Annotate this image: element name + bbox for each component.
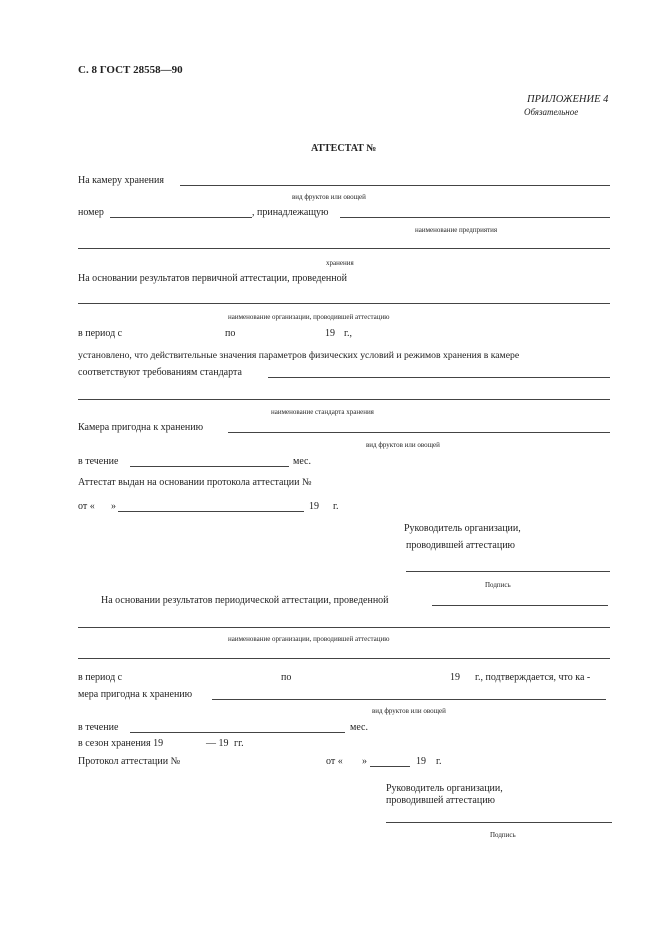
periodic-months-field[interactable] bbox=[130, 732, 345, 733]
periodic-fruit-caption: вид фруктов или овощей bbox=[372, 707, 446, 715]
periodic-fruit-field[interactable] bbox=[212, 699, 606, 700]
issue-year-g: г. bbox=[333, 501, 339, 512]
form-title: АТТЕСТАТ № bbox=[311, 143, 377, 154]
signature1-title-line1: Руководитель организации, bbox=[404, 523, 521, 534]
enterprise-caption: наименование предприятия bbox=[415, 226, 498, 234]
protocol-label: Протокол аттестации № bbox=[78, 756, 181, 767]
signature2-title-line2: проводившей аттестацию bbox=[386, 795, 496, 806]
period-to-label: по bbox=[225, 328, 236, 339]
season-text: в сезон хранения 19 bbox=[78, 738, 164, 749]
appendix-title: ПРИЛОЖЕНИЕ 4 bbox=[527, 94, 609, 105]
during-label: в течение bbox=[78, 456, 119, 467]
belonging-label: , принадлежащую bbox=[252, 207, 329, 218]
org-field[interactable] bbox=[78, 303, 610, 304]
protocol-from-quote: от « bbox=[326, 756, 343, 767]
protocol-year-g: г. bbox=[436, 756, 442, 767]
protocol-year: 19 bbox=[416, 756, 426, 767]
close-quote: » bbox=[111, 501, 116, 512]
periodic-from-label: в период с bbox=[78, 672, 123, 683]
chamber-label: На камеру хранения bbox=[78, 175, 164, 186]
fit-fruit-caption: вид фруктов или овощей bbox=[366, 441, 440, 449]
months-field[interactable] bbox=[130, 466, 289, 467]
period-year-suffix: г., bbox=[344, 328, 352, 339]
issued-text: Аттестат выдан на основании протокола аттестации № bbox=[78, 477, 312, 488]
page-reference: С. 8 ГОСТ 28558—90 bbox=[78, 64, 183, 76]
periodic-org-caption: наименование организации, проводившей аттестацию bbox=[228, 635, 390, 643]
number-field[interactable] bbox=[110, 217, 252, 218]
periodic-confirm-text: г., подтверждается, что ка - bbox=[475, 672, 591, 683]
periodic-to-label: по bbox=[281, 672, 292, 683]
fit-fruit-field[interactable] bbox=[228, 432, 610, 433]
standard-caption: наименование стандарта хранения bbox=[271, 408, 374, 416]
org-caption: наименование организации, проводившей аттестацию bbox=[228, 313, 390, 321]
chamber-fit-label: Камера пригодна к хранению bbox=[78, 422, 204, 433]
periodic-org-field[interactable] bbox=[432, 605, 608, 606]
signature1-caption: Подпись bbox=[485, 581, 511, 589]
periodic-extra-field[interactable] bbox=[78, 658, 610, 659]
storage-field[interactable] bbox=[78, 248, 610, 249]
conforms-text: соответствуют требованиям стандарта bbox=[78, 367, 242, 378]
period-from-label: в период с bbox=[78, 328, 123, 339]
signature1-field[interactable] bbox=[406, 571, 610, 572]
appendix-note: Обязательное bbox=[524, 107, 579, 117]
signature1-title-line2: проводившей аттестацию bbox=[406, 540, 516, 551]
periodic-during-label: в течение bbox=[78, 722, 119, 733]
periodic-org-field-2[interactable] bbox=[78, 627, 610, 628]
signature2-field[interactable] bbox=[386, 822, 612, 823]
season-dash: — 19 bbox=[206, 738, 229, 749]
fruit-type-caption: вид фруктов или овощей bbox=[292, 193, 366, 201]
fruit-type-field[interactable] bbox=[180, 185, 610, 186]
from-open-quote: от « bbox=[78, 501, 95, 512]
enterprise-field[interactable] bbox=[340, 217, 610, 218]
periodic-months-label: мес. bbox=[350, 722, 368, 733]
months-label: мес. bbox=[293, 456, 311, 467]
established-text: установлено, что действительные значения параметров физических условий и режимов хранения в камере bbox=[78, 350, 520, 361]
season-gg: гг. bbox=[234, 738, 244, 749]
number-label: номер bbox=[78, 207, 104, 218]
issue-date-field[interactable] bbox=[118, 511, 304, 512]
periodic-basis-text: На основании результатов периодической аттестации, проведенной bbox=[101, 595, 389, 606]
periodic-fit-text: мера пригодна к хранению bbox=[78, 689, 193, 700]
issue-year: 19 bbox=[309, 501, 319, 512]
signature2-title-line1: Руководитель организации, bbox=[386, 783, 503, 794]
standard-field[interactable] bbox=[268, 377, 610, 378]
protocol-date-field[interactable] bbox=[370, 766, 410, 767]
period-year: 19 bbox=[325, 328, 335, 339]
primary-basis-text: На основании результатов первичной аттестации, проведенной bbox=[78, 273, 347, 284]
periodic-year: 19 bbox=[450, 672, 460, 683]
storage-caption: хранения bbox=[326, 259, 354, 267]
protocol-close-quote: » bbox=[362, 756, 367, 767]
signature2-caption: Подпись bbox=[490, 831, 516, 839]
standard-field-2[interactable] bbox=[78, 399, 610, 400]
